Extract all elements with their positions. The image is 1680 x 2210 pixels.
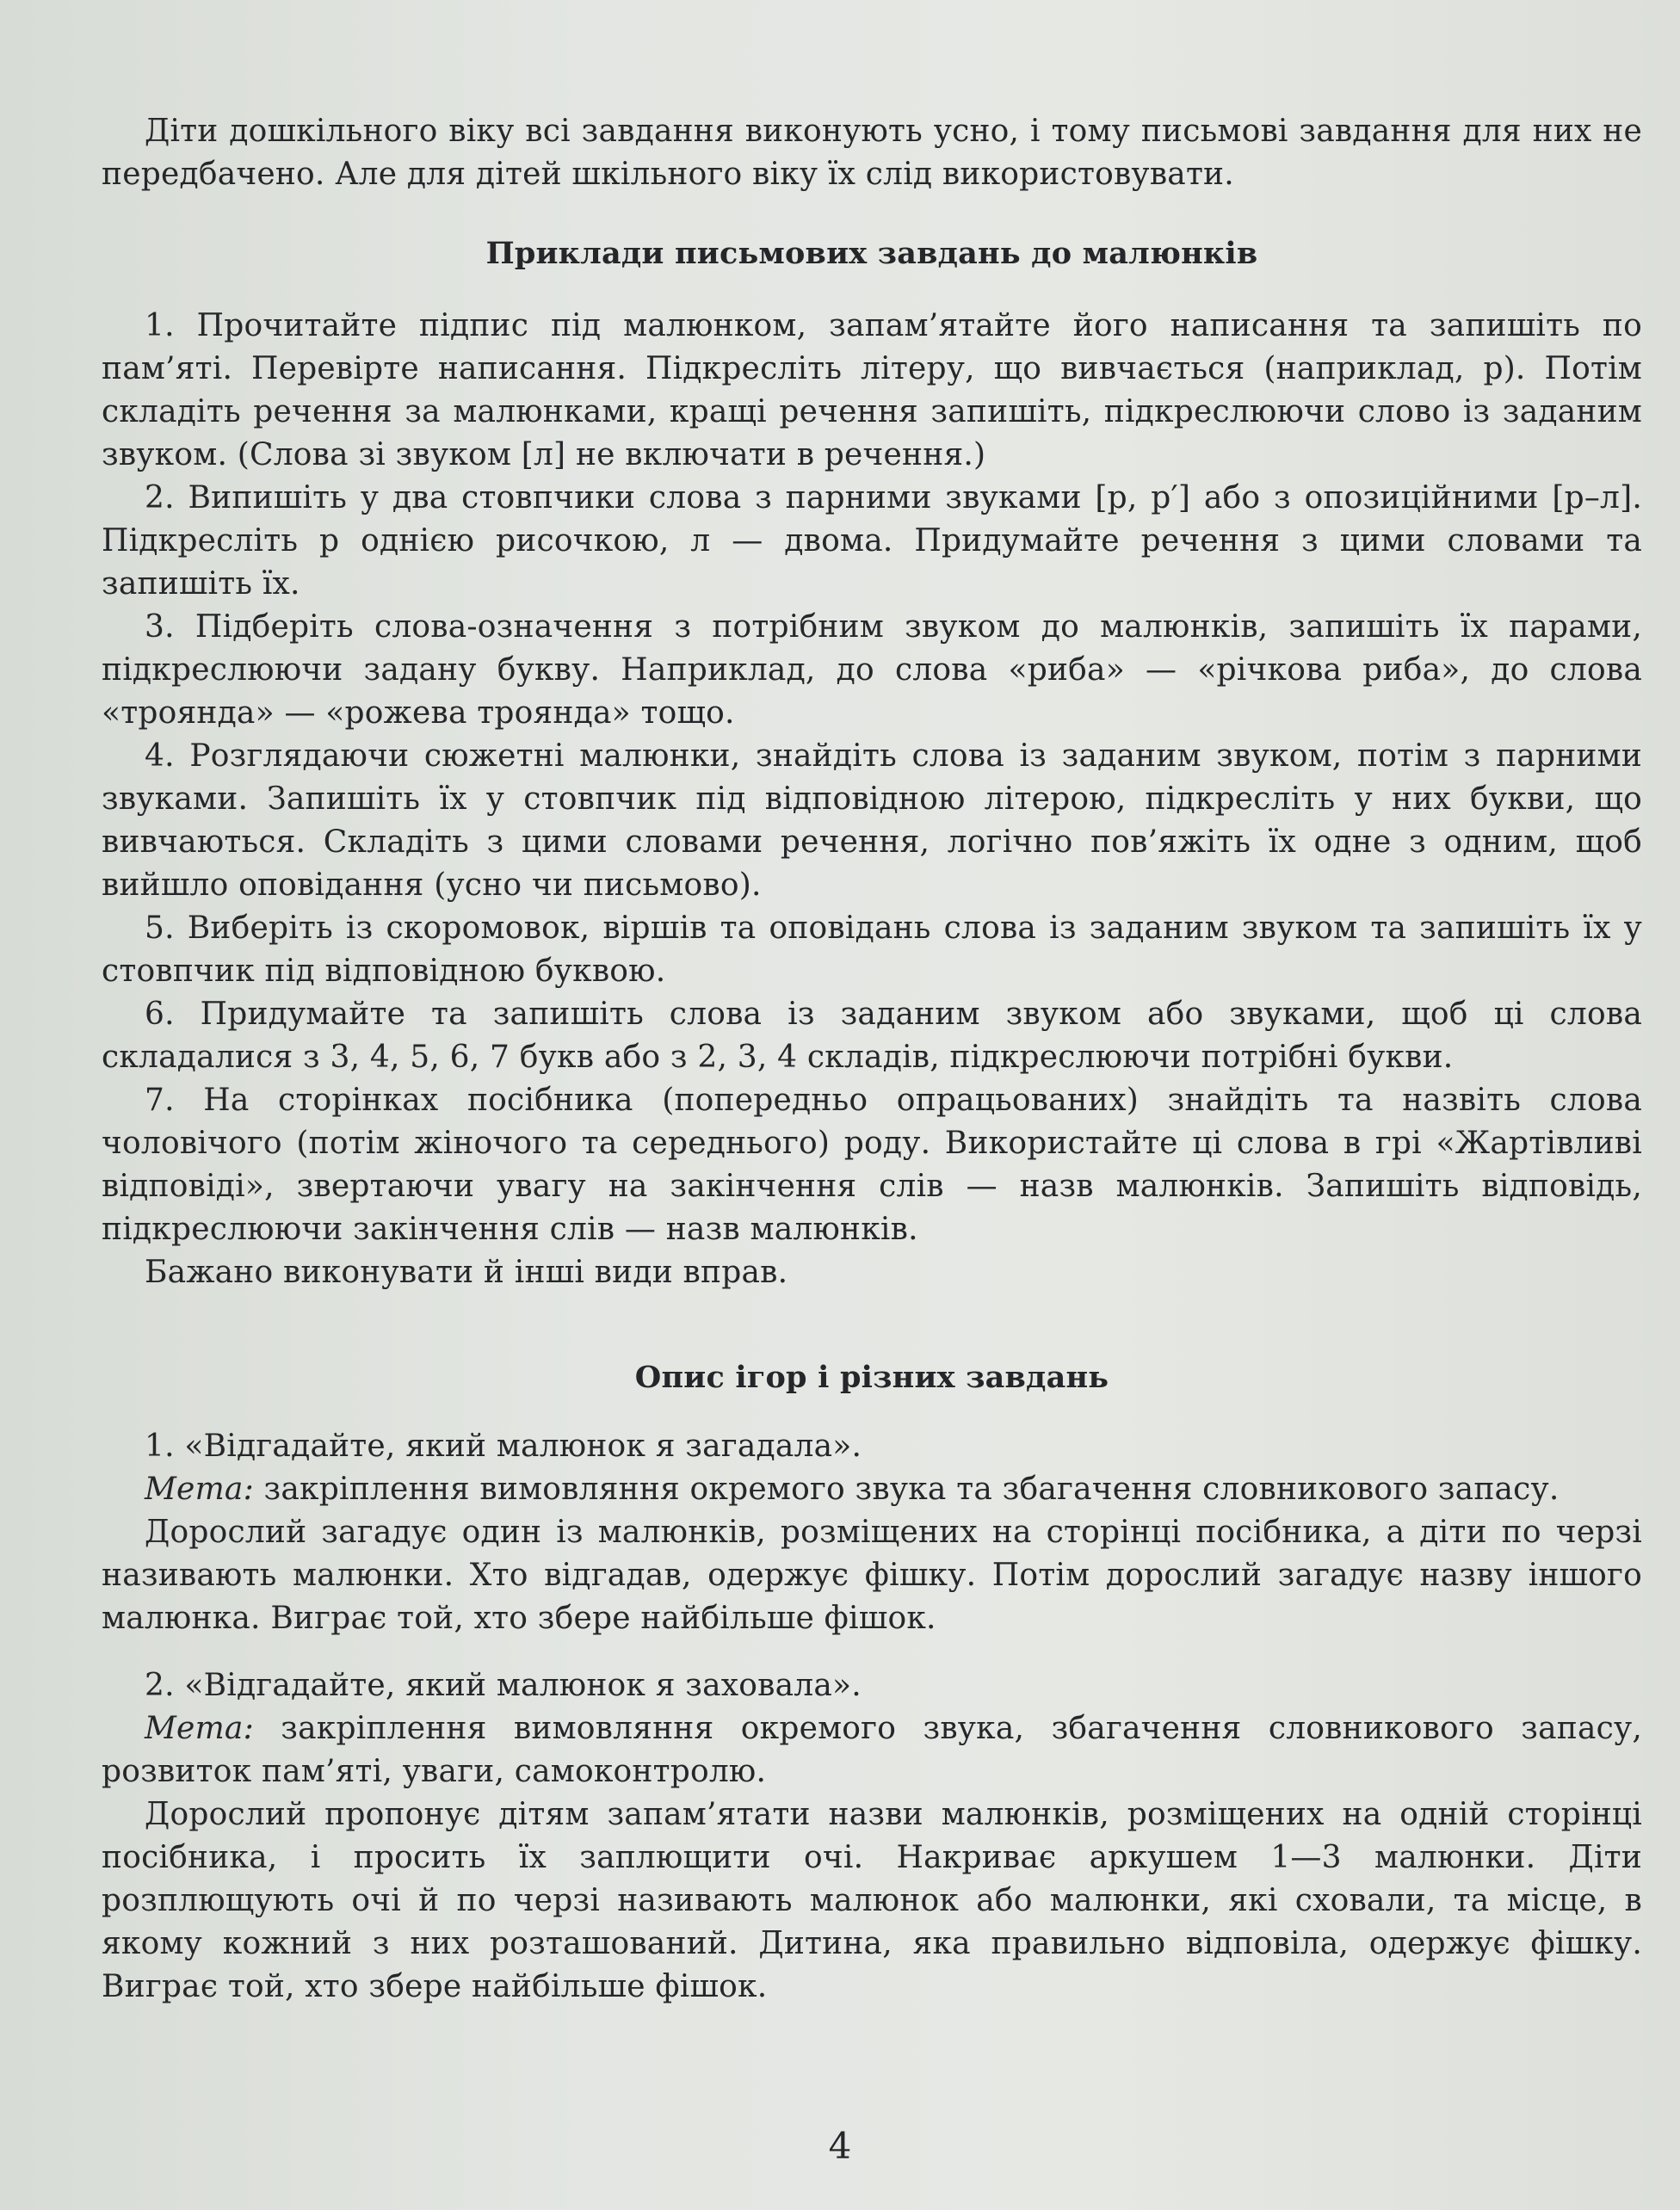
- section-heading-written-tasks: Приклади письмових завдань до малюнків: [485, 236, 1258, 271]
- game-2-goal-text: закріплення вимовляння окремого звука, збагачення словникового запасу, розвиток пам’яті, уваги, самоконтролю.: [102, 1711, 1642, 1789]
- page-content: [102, 110, 1642, 2176]
- closing-note: Бажано виконувати й інші види вправ.: [145, 1255, 788, 1290]
- task-item-1: 1. Прочитайте підпис під малюнком, запам’ятайте його написання та запишіть по пам’яті. Перевірте написання. Підкресліть літеру, що вивчається (наприклад, р). Потім складіть речення за малюнками, кращі речення запишіть, підкреслюючи слово із заданим звуком. (Слова зі звуком [л] не включати в речення.): [102, 308, 1642, 472]
- game-1-title: 1. «Відгадайте, який малюнок я загадала».: [145, 1429, 862, 1464]
- game-2-description: Дорослий пропонує дітям запам’ятати назви малюнків, розміщених на одній сторінці посібника, і просить їх заплющити очі. Накриває аркушем 1—3 малюнки. Діти розплющують очі й по черзі називають малюнок або малюнки, які сховали, та місце, в якому кожний з них розташований. Дитина, яка правильно відповіла, одержує фішку. Виграє той, хто збере найбільше фішок.: [102, 1797, 1642, 2004]
- game-2-goal-label: Мета:: [145, 1711, 254, 1746]
- page-number: 4: [828, 2125, 852, 2167]
- game-2-title: 2. «Відгадайте, який малюнок я заховала».: [145, 1668, 862, 1703]
- game-2-goal: [102, 1707, 1642, 1793]
- section-heading-games: Опис ігор і різних завдань: [634, 1360, 1109, 1395]
- task-item-2: 2. Випишіть у два стовпчики слова з парними звуками [р, р′] або з опозиційними [р–л]. Підкресліть р однією рисочкою, л — двома. Придумайте речення з цими словами та запишіть їх.: [102, 480, 1642, 602]
- task-item-6: 6. Придумайте та запишіть слова із заданим звуком або звуками, щоб ці слова складалися з 3, 4, 5, 6, 7 букв або з 2, 3, 4 складів, підкреслюючи потрібні букви.: [102, 997, 1642, 1075]
- task-item-3: 3. Підберіть слова-означення з потрібним звуком до малюнків, запишіть їх парами, підкреслюючи задану букву. Наприклад, до слова «риба» — «річкова риба», до слова «троянда» — «рожева троянда» тощо.: [102, 609, 1642, 731]
- game-1-goal: [102, 1468, 1642, 1511]
- task-item-4: 4. Розглядаючи сюжетні малюнки, знайдіть слова із заданим звуком, потім з парними звуками. Запишіть їх у стовпчик під відповідною літерою, підкресліть у них букви, що вивчаються. Складіть з цими словами речення, логічно пов’яжіть їх одне з одним, щоб вийшло оповідання (усно чи письмово).: [102, 738, 1642, 903]
- game-1-description: Дорослий загадує один із малюнків, розміщених на сторінці посібника, а діти по черзі називають малюнки. Хто відгадав, одержує фішку. Потім дорослий загадує назву іншого малюнка. Виграє той, хто збере найбільше фішок.: [102, 1515, 1642, 1636]
- task-item-7: 7. На сторінках посібника (попередньо опрацьованих) знайдіть та назвіть слова чоловічого (потім жіночого та середнього) роду. Використайте ці слова в грі «Жартівливі відповіді», звертаючи увагу на закінчення слів — назв малюнків. Запишіть відповідь, підкреслюючи закінчення слів — назв малюнків.: [102, 1083, 1642, 1247]
- task-item-5: 5. Виберіть із скоромовок, віршів та оповідань слова із заданим звуком та запишіть їх у стовпчик під відповідною буквою.: [102, 911, 1642, 989]
- game-1-goal-text: закріплення вимовляння окремого звука та збагачення словникового запасу.: [253, 1472, 1560, 1507]
- game-1-goal-label: Мета:: [145, 1472, 254, 1507]
- intro-paragraph: Діти дошкільного віку всі завдання виконують усно, і тому письмові завдання для них не передбачено. Але для дітей шкільного віку їх слід використовувати.: [102, 114, 1642, 192]
